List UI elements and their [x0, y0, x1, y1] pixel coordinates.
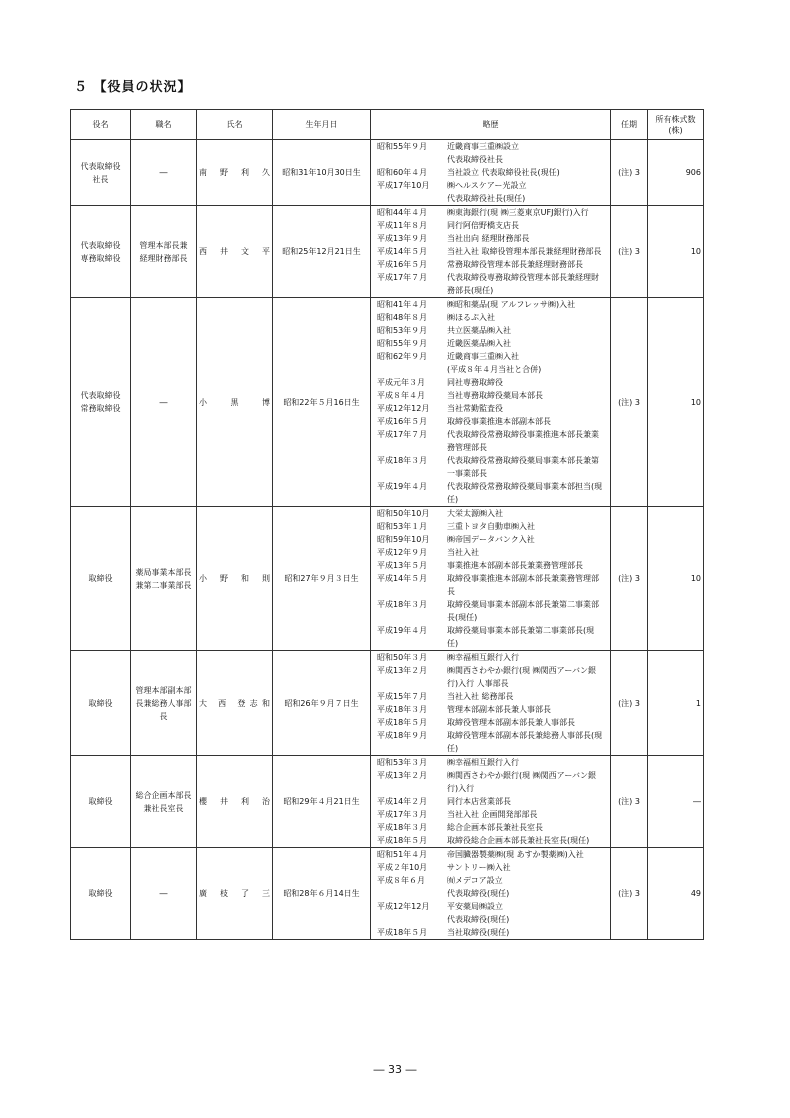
career-date: 平成17年10月	[377, 181, 430, 190]
career-date: 平成18年５月	[377, 928, 428, 937]
officer-term: (注) 3	[611, 848, 648, 940]
career-date: 平成８年６月	[377, 876, 425, 885]
officer-birth: 昭和31年10月30日生	[273, 140, 371, 206]
officer-title: 代表取締役 専務取締役	[71, 206, 131, 298]
officer-name: 廣 枝 了 三	[197, 848, 273, 940]
officer-title: 代表取締役 社長	[71, 140, 131, 206]
career-entry	[373, 703, 608, 716]
career-entry	[373, 520, 608, 533]
officer-term: (注) 3	[611, 651, 648, 756]
career-text: 代表取締役(現任)	[447, 889, 510, 898]
career-text: 当社入社 総務部長	[447, 692, 514, 701]
career-text: 代表取締役社長(現任)	[447, 194, 526, 203]
table-row	[71, 140, 704, 206]
career-text: ㈱ほるぷ入社	[447, 313, 495, 322]
career-entry	[373, 598, 608, 624]
career-entry	[373, 546, 608, 559]
career-text: 取締役事業推進本部副本部長	[447, 417, 551, 426]
career-entry	[373, 769, 608, 795]
career-entry	[373, 834, 608, 847]
career-text: 取締役管理本部副本部長兼人事部長	[447, 718, 575, 727]
officer-career	[371, 206, 611, 298]
career-text: 当社入社 取締役管理本部長兼経理財務部長	[447, 247, 602, 256]
career-date: 平成16年５月	[377, 417, 428, 426]
officer-position: ―	[131, 140, 197, 206]
career-entry	[373, 245, 608, 258]
officer-shares: 906	[648, 140, 704, 206]
career-text: 同行阿倍野橋支店長	[447, 221, 519, 230]
career-text: (平成８年４月当社と合併)	[447, 365, 542, 374]
career-entry	[373, 298, 608, 311]
career-entry	[373, 480, 608, 506]
career-text: 代表取締役専務取締役管理本部長兼経理財務部長(現任)	[447, 273, 599, 295]
officer-birth: 昭和22年５月16日生	[273, 298, 371, 507]
section-title: ５ 【役員の状況】	[74, 80, 192, 95]
career-entry	[373, 454, 608, 480]
officer-birth: 昭和27年９月３日生	[273, 507, 371, 651]
career-text: 常務取締役管理本部長兼経理財務部長	[447, 260, 583, 269]
career-text: 当社常勤監査役	[447, 404, 503, 413]
officer-term: (注) 3	[611, 756, 648, 848]
career-entry	[373, 166, 608, 179]
career-entry	[373, 376, 608, 389]
career-entry	[373, 821, 608, 834]
career-text: 近畿商事三重㈱入社	[447, 352, 519, 361]
career-date: 平成13年２月	[377, 666, 428, 675]
career-entry	[373, 808, 608, 821]
career-entry	[373, 729, 608, 755]
career-text: ㈱幸福相互銀行入行	[447, 653, 519, 662]
officer-name: 南 野 利 久	[197, 140, 273, 206]
career-text: ㈱ヘルスケアー光設立	[447, 181, 527, 190]
career-text: 代表取締役常務取締役事業推進本部長兼業務管理部長	[447, 430, 599, 452]
career-date: 昭和60年４月	[377, 168, 428, 177]
career-date: 平成18年３月	[377, 823, 428, 832]
career-date: 平成元年３月	[377, 378, 425, 387]
officer-name: 櫻 井 利 治	[197, 756, 273, 848]
header-shares: 所有株式数 (株)	[648, 110, 704, 140]
career-date: 昭和59年10月	[377, 535, 430, 544]
career-text: 平安薬局㈱設立	[447, 902, 503, 911]
career-entry	[373, 861, 608, 874]
table-row	[71, 756, 704, 848]
officer-position: 管理本部副本部長兼総務人事部長	[131, 651, 197, 756]
career-entry	[373, 848, 608, 861]
officer-career	[371, 140, 611, 206]
career-entry	[373, 572, 608, 598]
career-text: ㈲メデコア設立	[447, 876, 503, 885]
career-date: 平成14年２月	[377, 797, 428, 806]
header-term: 任期	[611, 110, 648, 140]
career-text: 管理本部副本部長兼人事部長	[447, 705, 551, 714]
officer-term: (注) 3	[611, 140, 648, 206]
officer-career	[371, 298, 611, 507]
officer-title: 取締役	[71, 651, 131, 756]
career-date: 昭和50年10月	[377, 509, 430, 518]
career-entry	[373, 337, 608, 350]
career-date: 平成18年３月	[377, 705, 428, 714]
career-text: 代表取締役常務取締役薬局事業本部長兼第一事業部長	[447, 456, 599, 478]
career-date: 平成18年３月	[377, 600, 428, 609]
career-date	[373, 153, 447, 166]
career-date	[373, 192, 447, 205]
career-date	[373, 363, 447, 376]
career-entry	[373, 507, 608, 520]
career-date: 平成11年８月	[377, 221, 428, 230]
career-date: 平成19年４月	[377, 626, 428, 635]
career-text: 取締役事業推進本部副本部長兼業務管理部長	[447, 574, 599, 596]
career-entry	[373, 192, 608, 205]
career-text: ㈱昭和薬品(現 アルフレッサ㈱)入社	[447, 300, 576, 309]
officer-title: 代表取締役 常務取締役	[71, 298, 131, 507]
career-date: 平成12年９月	[377, 548, 428, 557]
career-entry	[373, 664, 608, 690]
table-row	[71, 206, 704, 298]
career-entry	[373, 533, 608, 546]
career-date: 平成14年５月	[377, 247, 428, 256]
table-row	[71, 651, 704, 756]
page-number: ― 33 ―	[373, 1063, 417, 1076]
officer-position: 薬局事業本部長兼第二事業部長	[131, 507, 197, 651]
career-entry	[373, 206, 608, 219]
officer-shares: 10	[648, 206, 704, 298]
header-birth: 生年月日	[273, 110, 371, 140]
career-date: 平成19年４月	[377, 482, 428, 491]
career-entry	[373, 874, 608, 887]
table-header-row	[71, 110, 704, 140]
header-title: 役名	[71, 110, 131, 140]
career-date: 平成18年９月	[377, 731, 428, 740]
career-text: 当社出向 経理財務部長	[447, 234, 530, 243]
officer-birth: 昭和29年４月21日生	[273, 756, 371, 848]
officer-shares: ―	[648, 756, 704, 848]
officer-name: 大 西 登志和	[197, 651, 273, 756]
officer-title: 取締役	[71, 756, 131, 848]
header-position: 職名	[131, 110, 197, 140]
career-text: 事業推進本部副本部長兼業務管理部長	[447, 561, 583, 570]
career-date: 平成13年２月	[377, 771, 428, 780]
career-text: 取締役薬局事業本部長兼第二事業部長(現任)	[447, 626, 595, 648]
career-entry	[373, 363, 608, 376]
career-date: 平成16年５月	[377, 260, 428, 269]
career-text: 取締役総合企画本部長兼社長室長(現任)	[447, 836, 590, 845]
officer-position: ―	[131, 298, 197, 507]
career-date: 昭和53年１月	[377, 522, 428, 531]
officer-career	[371, 507, 611, 651]
career-date: 昭和53年３月	[377, 758, 428, 767]
career-text: 大栄太源㈱入社	[447, 509, 503, 518]
career-date	[373, 913, 447, 926]
career-entry	[373, 258, 608, 271]
officer-name: 小 野 和 則	[197, 507, 273, 651]
career-date: 昭和44年４月	[377, 208, 428, 217]
officer-birth: 昭和25年12月21日生	[273, 206, 371, 298]
career-date: 平成12年12月	[377, 902, 430, 911]
career-text: 当社設立 代表取締役社長(現任)	[447, 168, 560, 177]
career-text: 三重トヨタ自動車㈱入社	[447, 522, 535, 531]
career-entry	[373, 324, 608, 337]
career-text: 帝国臓器製薬㈱(現 あすか製薬㈱)入社	[447, 850, 584, 859]
career-date: 昭和62年９月	[377, 352, 428, 361]
career-entry	[373, 795, 608, 808]
career-entry	[373, 153, 608, 166]
career-text: 近畿医薬品㈱入社	[447, 339, 511, 348]
career-text: 当社入社 企画開発部部長	[447, 810, 538, 819]
officer-term: (注) 3	[611, 298, 648, 507]
career-text: 総合企画本部長兼社長室長	[447, 823, 543, 832]
career-entry	[373, 887, 608, 900]
officer-term: (注) 3	[611, 206, 648, 298]
career-text: 同行本店営業部長	[447, 797, 511, 806]
career-text: 取締役管理本部副本部長兼総務人事部長(現任)	[447, 731, 603, 753]
officer-career	[371, 756, 611, 848]
career-entry	[373, 716, 608, 729]
career-date: 平成18年５月	[377, 836, 428, 845]
career-date: 昭和51年４月	[377, 850, 428, 859]
career-text: 共立医薬品㈱入社	[447, 326, 511, 335]
career-date: 昭和48年８月	[377, 313, 428, 322]
career-text: 当社入社	[447, 548, 479, 557]
officer-term: (注) 3	[611, 507, 648, 651]
career-date: 平成２年10月	[377, 863, 428, 872]
career-date: 平成17年３月	[377, 810, 428, 819]
career-date: 平成13年５月	[377, 561, 428, 570]
career-entry	[373, 624, 608, 650]
career-date: 平成17年７月	[377, 430, 428, 439]
career-date: 平成18年５月	[377, 718, 428, 727]
career-entry	[373, 926, 608, 939]
officer-birth: 昭和28年６月14日生	[273, 848, 371, 940]
career-entry	[373, 219, 608, 232]
officers-table	[70, 109, 704, 940]
career-entry	[373, 756, 608, 769]
career-date: 平成18年３月	[377, 456, 428, 465]
career-entry	[373, 415, 608, 428]
career-text: ㈱帝国データバンク入社	[447, 535, 535, 544]
officer-shares: 1	[648, 651, 704, 756]
career-text: 代表取締役常務取締役薬局事業本部担当(現任)	[447, 482, 603, 504]
career-entry	[373, 271, 608, 297]
officer-career	[371, 848, 611, 940]
career-text: 当社取締役(現任)	[447, 928, 510, 937]
career-entry	[373, 690, 608, 703]
officer-shares: 10	[648, 298, 704, 507]
career-entry	[373, 900, 608, 913]
career-date: 昭和55年９月	[377, 339, 428, 348]
career-entry	[373, 913, 608, 926]
career-entry	[373, 311, 608, 324]
career-date: 平成17年７月	[377, 273, 428, 282]
table-row	[71, 507, 704, 651]
career-text: サントリー㈱入社	[447, 863, 511, 872]
officer-career	[371, 651, 611, 756]
career-text: ㈱幸福相互銀行入行	[447, 758, 519, 767]
career-entry	[373, 179, 608, 192]
officer-title: 取締役	[71, 507, 131, 651]
career-entry	[373, 350, 608, 363]
career-date: 昭和55年９月	[377, 142, 428, 151]
officer-position: 総合企画本部長兼社長室長	[131, 756, 197, 848]
career-entry	[373, 651, 608, 664]
career-text: 当社専務取締役薬局本部長	[447, 391, 543, 400]
career-date	[373, 887, 447, 900]
career-text: ㈱関西さわやか銀行(現 ㈱関西アーバン銀行)入行	[447, 771, 597, 793]
officer-title: 取締役	[71, 848, 131, 940]
career-entry	[373, 232, 608, 245]
career-date: 昭和53年９月	[377, 326, 428, 335]
table-row	[71, 848, 704, 940]
career-date: 平成14年５月	[377, 574, 428, 583]
career-text: 同社専務取締役	[447, 378, 503, 387]
header-career: 略歴	[371, 110, 611, 140]
career-text: ㈱東海銀行(現 ㈱三菱東京UFJ銀行)入行	[447, 208, 589, 217]
career-text: ㈱関西さわやか銀行(現 ㈱関西アーバン銀行)入行 人事部長	[447, 666, 597, 688]
career-text: 代表取締役(現任)	[447, 915, 510, 924]
table-row	[71, 298, 704, 507]
career-date: 平成13年９月	[377, 234, 428, 243]
career-entry	[373, 140, 608, 153]
career-date: 平成12年12月	[377, 404, 430, 413]
officer-position: 管理本部長兼 経理財務部長	[131, 206, 197, 298]
officer-shares: 49	[648, 848, 704, 940]
officer-shares: 10	[648, 507, 704, 651]
career-entry	[373, 389, 608, 402]
career-date: 平成８年４月	[377, 391, 425, 400]
career-date: 昭和41年４月	[377, 300, 428, 309]
career-entry	[373, 402, 608, 415]
officer-birth: 昭和26年９月７日生	[273, 651, 371, 756]
career-text: 近畿商事三重㈱設立	[447, 142, 519, 151]
career-date: 平成15年７月	[377, 692, 428, 701]
career-text: 取締役薬局事業本部副本部長兼第二事業部長(現任)	[447, 600, 599, 622]
officer-name: 西 井 文 平	[197, 206, 273, 298]
officer-position: ―	[131, 848, 197, 940]
career-entry	[373, 559, 608, 572]
career-text: 代表取締役社長	[447, 155, 503, 164]
header-name: 氏名	[197, 110, 273, 140]
officer-name: 小 黒 博	[197, 298, 273, 507]
career-date: 昭和50年３月	[377, 653, 428, 662]
career-entry	[373, 428, 608, 454]
